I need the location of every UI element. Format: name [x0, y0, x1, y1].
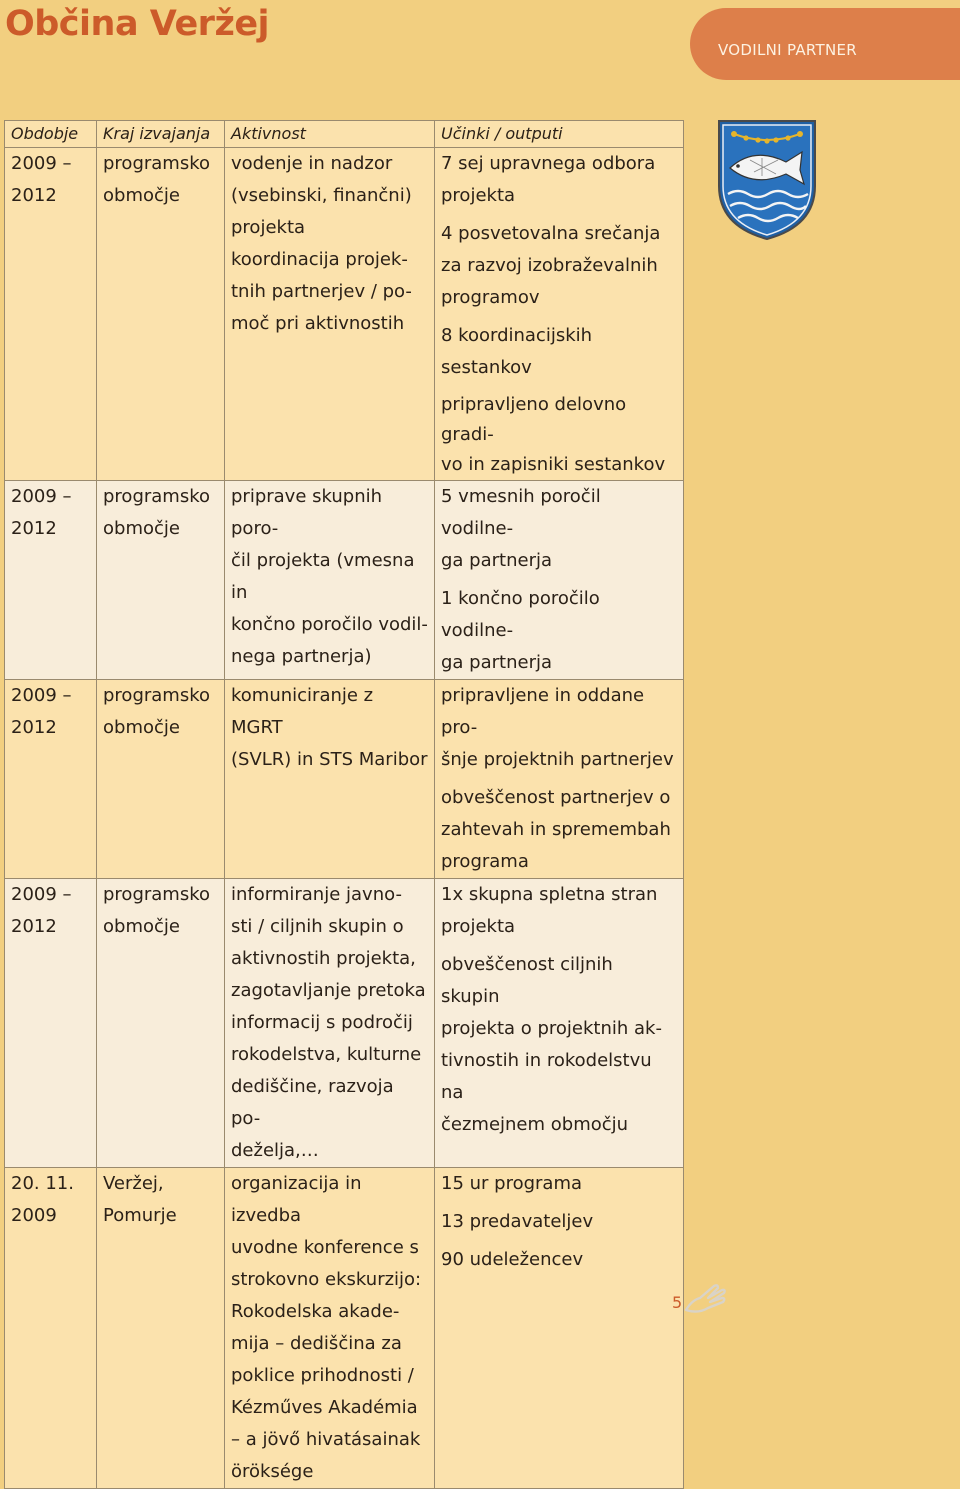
period-text: 2009 – 2012: [11, 884, 72, 937]
place-cell: [97, 148, 225, 481]
outputs-cell: [435, 680, 684, 879]
output-text: 5 vmesnih poročil vodilne- ga partnerja: [441, 486, 601, 571]
table-row: [5, 1168, 684, 1489]
table-row: [5, 879, 684, 1168]
output-text: pripravljene in oddane pro- šnje projektnih partnerjev: [441, 685, 674, 770]
activity-text: komuniciranje z MGRT (SVLR) in STS Maribor: [231, 685, 428, 770]
activity-cell: [225, 481, 435, 680]
activity-text: vodenje in nadzor (vsebinski, finančni) projekta: [231, 153, 412, 238]
table-header-row: [5, 121, 684, 148]
lead-partner-badge: [690, 8, 960, 80]
period-text: 2009 – 2012: [11, 486, 72, 539]
output-text: pripravljeno delovno gradi- vo in zapisniki sestankov: [441, 394, 666, 475]
period-cell: [5, 680, 97, 879]
output-text: 15 ur programa: [441, 1173, 583, 1194]
period-cell: [5, 481, 97, 680]
outputs-cell: [435, 148, 684, 481]
header-outputs: Učinki / outputi: [435, 121, 684, 148]
output-text: 90 udeležencev: [441, 1249, 584, 1270]
activity-text: informiranje javno- sti / ciljnih skupin o aktivnostih projekta, zagotavljanje pretoka informacij s področij rokodelstva, kulturne dediščine, razvoja po- deželja,…: [231, 884, 426, 1161]
place-cell: [97, 680, 225, 879]
period-text: 2009 – 2012: [11, 685, 72, 738]
hand-logo-icon: [684, 1280, 728, 1316]
activity-cell: [225, 1168, 435, 1489]
period-cell: [5, 879, 97, 1168]
activity-text: koordinacija projek- tnih partnerjev / po- moč pri aktivnostih: [231, 249, 412, 334]
place-cell: [97, 879, 225, 1168]
page-title: Občina Veržej: [5, 4, 270, 44]
output-text: 13 predavateljev: [441, 1211, 594, 1232]
outputs-cell: [435, 879, 684, 1168]
activity-text: priprave skupnih poro- čil projekta (vmesna in končno poročilo vodil- nega partnerja): [231, 486, 428, 667]
page-number: 5: [672, 1293, 683, 1312]
place-cell: [97, 481, 225, 680]
activity-cell: [225, 680, 435, 879]
header-period: Obdobje: [5, 121, 97, 148]
place-text: programsko območje: [103, 153, 211, 206]
badge-label: VODILNI PARTNER: [718, 41, 858, 59]
output-text: obveščenost partnerjev o zahtevah in spremembah programa: [441, 787, 671, 872]
period-cell: [5, 148, 97, 481]
period-cell: [5, 1168, 97, 1489]
outputs-cell: [435, 481, 684, 680]
period-text: 20. 11. 2009: [11, 1173, 74, 1226]
header-activity: Aktivnost: [225, 121, 435, 148]
period-text: 2009 – 2012: [11, 153, 72, 206]
table-row: [5, 481, 684, 680]
header-place: Kraj izvajanja: [97, 121, 225, 148]
output-text: obveščenost ciljnih skupin projekta o projektnih ak- tivnostih in rokodelstvu na čezmejnem območju: [441, 954, 662, 1135]
output-text: 4 posvetovalna srečanja za razvoj izobraževalnih programov: [441, 223, 661, 308]
output-text: 7 sej upravnega odbora projekta: [441, 153, 656, 206]
table-row: [5, 148, 684, 481]
coat-of-arms-fish-icon: [716, 118, 818, 242]
output-text: 8 koordinacijskih sestankov: [441, 325, 593, 378]
place-text: programsko območje: [103, 486, 211, 539]
activity-text: organizacija in izvedba uvodne konference s strokovno ekskurzijo: Rokodelska akade- mija – dediščina za poklice prihodnosti / Kézműves Akadémia – a jövő hivatásainak öröksége: [231, 1173, 422, 1482]
activity-cell: [225, 148, 435, 481]
table-row: [5, 680, 684, 879]
outputs-cell: [435, 1168, 684, 1489]
place-text: Veržej, Pomurje: [103, 1173, 177, 1226]
output-text: 1 končno poročilo vodilne- ga partnerja: [441, 588, 600, 673]
place-cell: [97, 1168, 225, 1489]
place-text: programsko območje: [103, 884, 211, 937]
activity-cell: [225, 879, 435, 1168]
place-text: programsko območje: [103, 685, 211, 738]
output-text: 1x skupna spletna stran projekta: [441, 884, 658, 937]
activities-table: [4, 120, 684, 1489]
